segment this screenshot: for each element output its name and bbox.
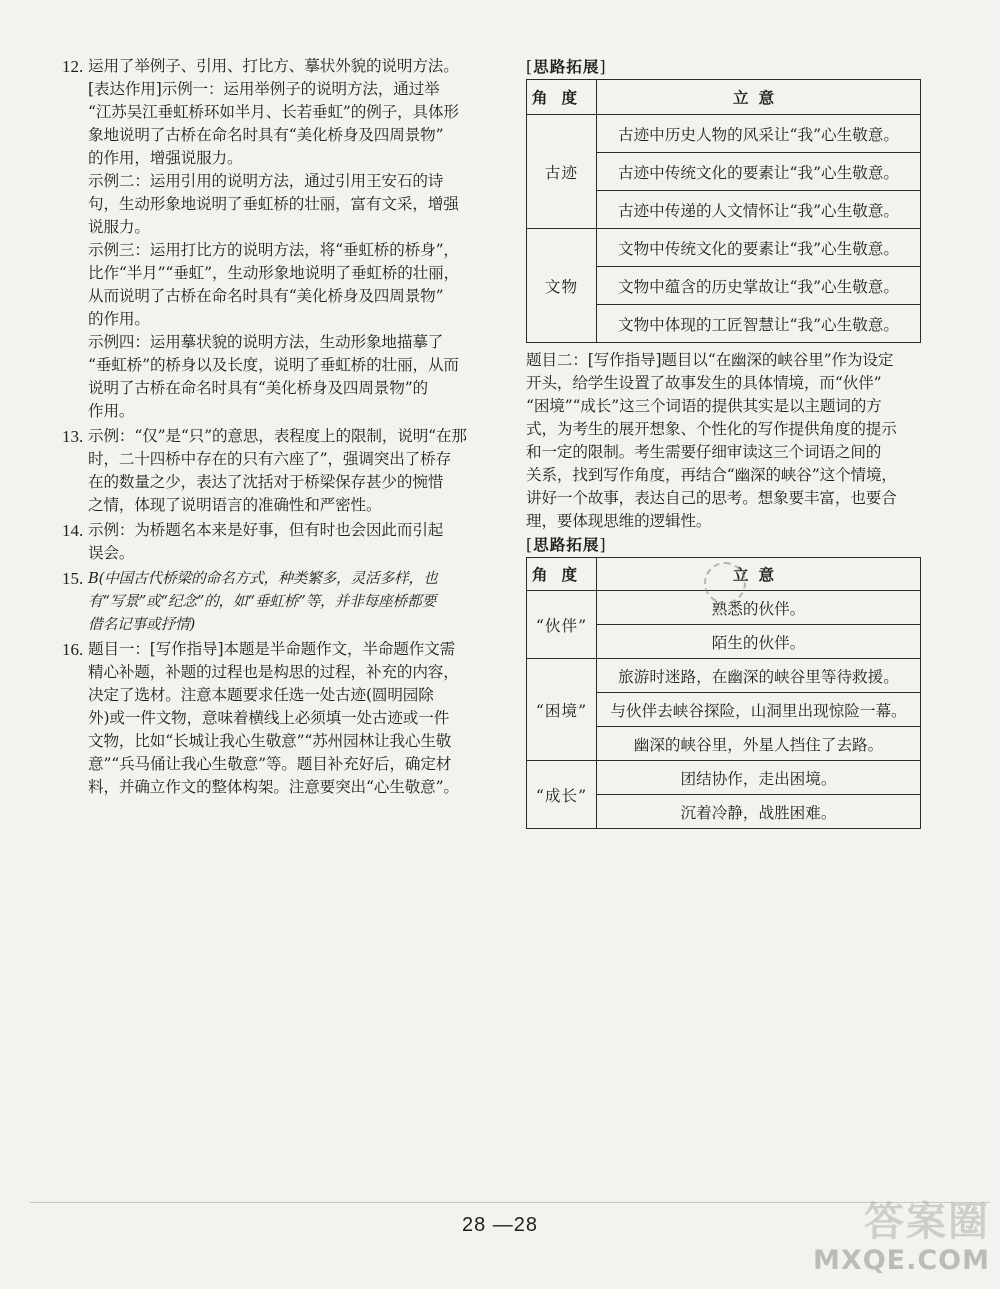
answer-line: 决定了选材。注意本题要求任选一处古迹(圆明园除 — [88, 686, 434, 704]
question-number: 13. — [62, 427, 84, 446]
answer-line: 的作用，增强说服力。 — [88, 149, 243, 167]
category-cell: 古迹 — [527, 115, 597, 229]
answer-line: 示例：为桥题名本来是好事，但有时也会因此而引起 — [88, 521, 444, 539]
writing-guide-paragraph — [526, 349, 920, 533]
idea-cell: 沉着冷静，战胜困难。 — [597, 795, 921, 829]
idea-cell: 幽深的峡谷里，外星人挡住了去路。 — [597, 727, 921, 761]
answer-line: 在的数量之少，表达了沈括对于桥梁保存甚少的惋惜 — [88, 473, 444, 491]
paragraph-line: 关系，找到写作角度，再结合“幽深的峡谷”这个情境， — [526, 466, 897, 484]
answer-line: 运用了举例子、引用、打比方、摹状外貌的说明方法。 — [88, 57, 459, 75]
answer-line: 有“写景”或“纪念”的，如“垂虹桥”等，并非每座桥都要 — [88, 593, 437, 610]
question-number: 16. — [62, 640, 84, 659]
answer-line: 时，二十四桥中存在的只有六座了”，强调突出了桥存 — [88, 450, 452, 468]
table-row — [527, 115, 921, 153]
watermark-logo: 答案圈 — [864, 1199, 990, 1245]
answer-line: 象地说明了古桥在命名时具有“美化桥身及四周景物” — [88, 126, 444, 144]
idea-cell: 古迹中传统文化的要素让“我”心生敬意。 — [597, 153, 921, 191]
answer-line: 示例四：运用摹状貌的说明方法，生动形象地描摹了 — [88, 333, 444, 351]
paragraph-line: “困境”“成长”这三个词语的提供其实是以主题词的方 — [526, 397, 882, 415]
idea-cell: 熟悉的伙伴。 — [597, 591, 921, 625]
answer-15 — [62, 567, 500, 636]
page-number: 28 —28 — [461, 1214, 539, 1236]
answer-line: 误会。 — [88, 544, 135, 562]
paragraph-line: 理，要体现思维的逻辑性。 — [526, 512, 712, 530]
answer-line: 料，并确立作文的整体构架。注意要突出“心生敬意”。 — [88, 778, 459, 796]
paragraph-line: 讲好一个故事，表达自己的思考。想象要丰富，也要合 — [526, 489, 897, 507]
answer-line: “江苏吴江垂虹桥环如半月、长若垂虹”的例子，具体形 — [88, 103, 459, 121]
header-angle: 角度 — [527, 80, 597, 115]
category-cell: “困境” — [527, 659, 597, 761]
answer-line: 示例：“仅”是“只”的意思，表程度上的限制，说明“在那 — [88, 427, 467, 445]
answer-line: 比作“半月”“垂虹”，生动形象地说明了垂虹桥的壮丽， — [88, 264, 460, 282]
seal-stamp — [704, 562, 746, 604]
answer-line: B(中国古代桥梁的命名方式，种类繁多，灵活多样，也 — [88, 570, 438, 587]
question-number: 15. — [62, 569, 84, 588]
answer-line: 意”“兵马俑让我心生敬意”等。题目补充好后，确定材 — [88, 755, 452, 773]
answer-line: 之情，体现了说明语言的准确性和严密性。 — [88, 496, 382, 514]
category-cell: “伙伴” — [527, 591, 597, 659]
right-column — [526, 55, 920, 829]
answer-14 — [62, 519, 500, 565]
answer-line: 的作用。 — [88, 310, 150, 328]
answer-line: 说服力。 — [88, 218, 150, 236]
answer-line: 句，生动形象地说明了垂虹桥的壮丽，富有文采，增强 — [88, 195, 459, 213]
idea-cell: 团结协作，走出困境。 — [597, 761, 921, 795]
answer-line: 从而说明了古桥在命名时具有“美化桥身及四周景物” — [88, 287, 444, 305]
section-title-text: 思路拓展 — [533, 57, 600, 76]
answer-line: “垂虹桥”的桥身以及长度，说明了垂虹桥的壮丽，从而 — [88, 356, 459, 374]
category-cell: “成长” — [527, 761, 597, 829]
category-cell: 文物 — [527, 229, 597, 343]
table-row — [527, 761, 921, 795]
idea-cell: 古迹中历史人物的风采让“我”心生敬意。 — [597, 115, 921, 153]
question-number: 12. — [62, 57, 84, 76]
watermark-url: MXQE.COM — [813, 1245, 990, 1276]
idea-cell: 陌生的伙伴。 — [597, 625, 921, 659]
paragraph-line: 式，为考生的展开想象、个性化的写作提供角度的提示 — [526, 420, 897, 438]
answer-line: 示例三：运用打比方的说明方法，将“垂虹桥的桥身”， — [88, 241, 459, 259]
answer-line: 精心补题，补题的过程也是构思的过程，补充的内容， — [88, 663, 459, 681]
question-number: 14. — [62, 521, 84, 540]
left-column — [62, 55, 500, 801]
answer-line: [表达作用]示例一：运用举例子的说明方法，通过举 — [88, 80, 440, 98]
header-angle: 角度 — [527, 558, 597, 591]
answer-13 — [62, 425, 500, 517]
table-row — [527, 229, 921, 267]
idea-cell: 与伙伴去峡谷探险，山洞里出现惊险一幕。 — [597, 693, 921, 727]
section-title-text: 思路拓展 — [533, 535, 600, 554]
answer-line: 题目一：[写作指导]本题是半命题作文，半命题作文需 — [88, 640, 456, 658]
answer-line: 外)或一件文物，意味着横线上必须填一处古迹或一件 — [88, 709, 450, 727]
idea-cell: 文物中蕴含的历史掌故让“我”心生敬意。 — [597, 267, 921, 305]
paragraph-line: 开头，给学生设置了故事发生的具体情境，而“伙伴” — [526, 374, 882, 392]
answer-line: 作用。 — [88, 402, 135, 420]
idea-cell: 文物中体现的工匠智慧让“我”心生敬意。 — [597, 305, 921, 343]
table-header-row — [527, 80, 921, 115]
section-title: [思路拓展] — [526, 535, 607, 554]
paragraph-line: 题目二：[写作指导]题目以“在幽深的峡谷里”作为设定 — [526, 351, 894, 369]
paragraph-line: 和一定的限制。考生需要仔细审读这三个词语之间的 — [526, 443, 882, 461]
header-idea: 立意 — [597, 80, 921, 115]
answer-line: 示例二：运用引用的说明方法，通过引用王安石的诗 — [88, 172, 444, 190]
answer-line: 借名记事或抒情) — [88, 616, 195, 633]
table-row — [527, 659, 921, 693]
idea-cell: 文物中传统文化的要素让“我”心生敬意。 — [597, 229, 921, 267]
idea-table-1 — [526, 79, 921, 343]
answer-line: 文物，比如“长城让我心生敬意”“苏州园林让我心生敬 — [88, 732, 452, 750]
idea-cell: 古迹中传递的人文情怀让“我”心生敬意。 — [597, 191, 921, 229]
answer-line: 说明了古桥在命名时具有“美化桥身及四周景物”的 — [88, 379, 428, 397]
section-title: [思路拓展] — [526, 57, 607, 76]
answer-16 — [62, 638, 500, 799]
header-idea: 立意 — [597, 558, 921, 591]
idea-cell: 旅游时迷路，在幽深的峡谷里等待救援。 — [597, 659, 921, 693]
answer-12 — [62, 55, 500, 423]
